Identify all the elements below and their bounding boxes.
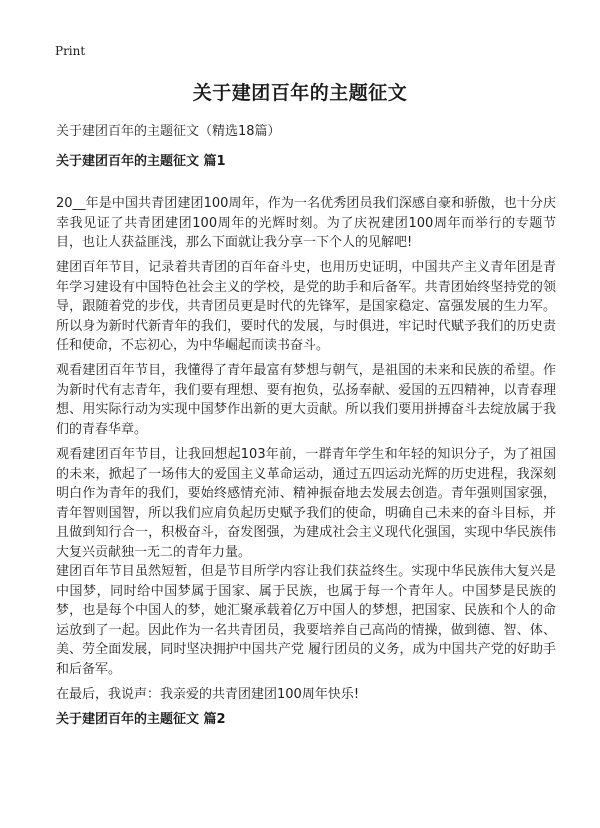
document-subtitle: 关于建团百年的主题征文（精选18篇） (56, 124, 281, 139)
section-heading-1: 关于建团百年的主题征文 篇1 (56, 154, 226, 169)
paragraph-3: 观看建团百年节目，我懂得了青年最富有梦想与朝气，是祖国的未来和民族的希望。作为新时代有志青年，我们要有理想、要有抱负，弘扬奉献、爱国的五四精神，以青春理想、用实际行动为实现中国梦作出新的更大贡献。所以我们要用拼搏奋斗去绽放属于我们的青春华章。 (56, 363, 556, 437)
print-label: Print (55, 44, 86, 58)
paragraph-5: 建团百年节目虽然短暂，但是节目所学内容让我们获益终生。实现中华民族伟大复兴是中国梦，同时给中国梦属于国家、属于民族，也属于每一个青年人。中国梦是民族的梦，也是每个中国人的梦，她汇聚承载着亿万中国人的梦想，把国家、民族和个人的命运放到了一起。因此作为一名共青团员，我要培养自己高尚的情操，做到德、智、体、美、劳全面发展，同时坚决拥护中国共产党 履行团员的义务，成为中国共产党的好助手和后备军。 (56, 564, 556, 677)
document-title: 关于建团百年的主题征文 (192, 82, 408, 104)
paragraph-4: 观看建团百年节目，让我回想起103年前，一群青年学生和年轻的知识分子，为了祖国的未来，掀起了一场伟大的爱国主义革命运动，通过五四运动光辉的历史进程，我深刻明白作为青年的我们，要始终感情充沛、精神振奋地去发展去创造。青年强则国家强，青年智则国智，所以我们应肩负起历史赋予我们的使命，明确自己未来的奋斗目标，并且做到知行合一，积极奋斗，奋发图强，为建成社会主义现代化强国，实现中华民族伟大复兴贡献独一无二的青年力量。 (56, 447, 556, 560)
section-heading-2: 关于建团百年的主题征文 篇2 (56, 712, 226, 727)
paragraph-1: 20__年是中国共青团建团100周年，作为一名优秀团员我们深感自豪和骄傲，也十分庆幸我见证了共青团建团100周年的光辉时刻。为了庆祝建团100周年而举行的专题节目，也让人获益匪浅，那么下面就让我分享一下个人的见解吧! (56, 196, 556, 250)
paragraph-6: 在最后，我说声：我亲爱的共青团建团100周年快乐! (56, 687, 360, 702)
paragraph-2: 建团百年节目，记录着共青团的百年奋斗史，也用历史证明，中国共产主义青年团是青年学习建设有中国特色社会主义的学校，是党的助手和后备军。共青团始终坚持党的领导，跟随着党的步伐，共青团员更是时代的先锋军，是国家稳定、富强发展的生力军。所以身为新时代新青年的我们，要时代的发展，与时俱进，牢记时代赋予我们的历史责任和使命，不忘初心，为中华崛起而读书奋斗。 (56, 260, 556, 353)
